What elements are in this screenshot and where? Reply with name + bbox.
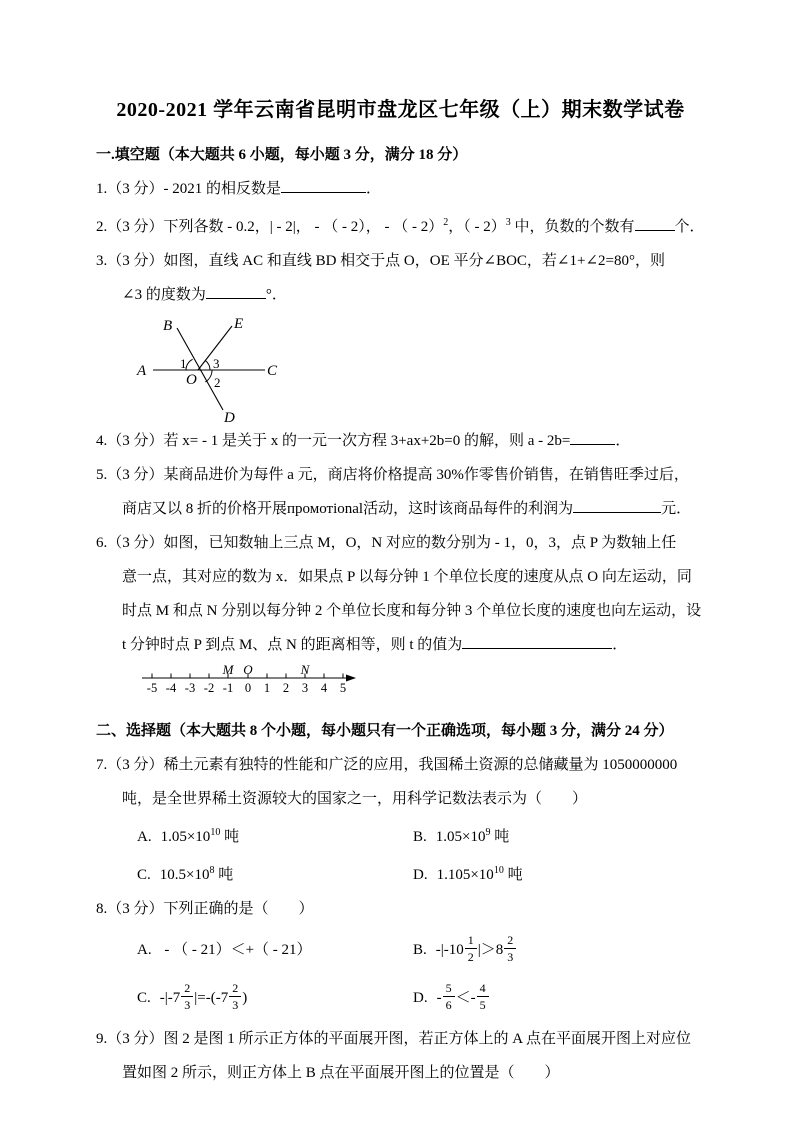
option-label: C.: [137, 990, 151, 1006]
point-label-E: E: [234, 316, 244, 332]
point-label-O2: O: [243, 664, 253, 677]
answer-blank-q6: [462, 633, 612, 649]
svg-text:3: 3: [301, 681, 309, 695]
option-7-D: [413, 854, 705, 892]
option-unit: 吨: [490, 829, 510, 845]
page-title: 2020-2021 学年云南省昆明市盘龙区七年级（上）期末数学试卷: [116, 99, 685, 121]
question-6-line-2: 意一点，其对应的数为 x．如果点 P 以每分钟 1 个单位长度的速度从点 O 向左运动，同: [122, 569, 692, 585]
question-3-line-2: [96, 278, 705, 312]
angle-label-2: 2: [214, 375, 221, 390]
option-label: C.: [137, 867, 151, 883]
svg-text:1: 1: [263, 681, 271, 695]
option-expression: -: [436, 990, 442, 1006]
question-8-stem: 8.（3 分）下列正确的是（ ）: [96, 901, 314, 917]
question-6-line-3: 时点 M 和点 N 分别以每分钟 2 个单位长度和每分钟 3 个单位长度的速度也向左运动，设: [122, 603, 702, 619]
option-7-B: [413, 816, 705, 854]
option-exponent: 10: [493, 865, 504, 876]
question-2: [96, 206, 705, 244]
option-label: B.: [413, 829, 427, 845]
point-label-M: M: [222, 664, 234, 677]
answer-blank-q3: [206, 283, 266, 299]
intersecting-lines-svg: [135, 312, 295, 424]
fraction: $\frac{2}{3}$: [181, 982, 193, 1011]
question-6-end: ．: [612, 637, 628, 653]
option-expression: -|-7: [159, 990, 181, 1006]
option-8-A: [96, 926, 413, 974]
question-2-text-2: ，（ - 2）: [448, 219, 506, 235]
figure-number-line: [140, 662, 705, 700]
question-7-line-2: 吨，是全世界稀土资源较大的国家之一，用科学记数法表示为（ ）: [122, 791, 588, 807]
answer-blank-q2: [635, 215, 675, 231]
fraction: $\frac{2}{3}$: [504, 934, 516, 963]
question-3-end: °．: [265, 287, 287, 303]
angle-label-3: 3: [213, 356, 220, 371]
svg-text:-5: -5: [146, 681, 158, 695]
svg-text:2: 2: [282, 681, 290, 695]
option-value: 10.5×10: [159, 867, 210, 883]
point-label-N: N: [300, 664, 310, 677]
point-label-A: A: [137, 363, 147, 379]
option-expression: -|-10: [435, 942, 464, 958]
question-4: [96, 424, 705, 458]
angle-label-1: 1: [180, 356, 187, 371]
exponent-2: 2: [443, 217, 449, 228]
svg-text:5: 5: [339, 681, 347, 695]
option-8-D: [413, 974, 705, 1022]
svg-text:-1: -1: [222, 681, 234, 695]
question-3-text-2: ∠3 的度数为: [122, 287, 206, 303]
question-5-line-2: [96, 492, 705, 526]
option-7-C: [96, 854, 413, 892]
question-1-period: ．: [366, 181, 382, 197]
option-label: B.: [413, 942, 427, 958]
svg-text:-3: -3: [184, 681, 196, 695]
question-2-end: 个．: [674, 219, 705, 235]
option-value: 1.05×10: [435, 829, 486, 845]
svg-text:-2: -2: [203, 681, 215, 695]
question-2-text-1: 2.（3 分）下列各数 - 0.2，| - 2|， - （ - 2）， - （ - 2）: [96, 219, 444, 235]
option-expression: - （ - 21）＜+（ - 21）: [160, 942, 312, 958]
option-unit: 吨: [220, 829, 240, 845]
question-5-text-2: 商店又以 8 折的价格开展промотional活动，这时该商品每件的利润为: [122, 501, 574, 517]
option-unit: 吨: [503, 867, 523, 883]
axis-tick-labels: [147, 681, 346, 695]
axis-arrowhead: [346, 675, 356, 682]
option-exponent: 9: [485, 827, 491, 838]
angle-arc-1: [186, 359, 193, 370]
option-label: A.: [137, 942, 152, 958]
section-1-heading: 一.填空题（本大题共 6 小题，每小题 3 分，满分 18 分）: [96, 147, 468, 163]
figure-intersecting-lines: [135, 312, 705, 424]
question-4-end: ．: [615, 433, 631, 449]
question-7-options-row-2: [96, 854, 705, 892]
option-value: 1.105×10: [436, 867, 494, 883]
fraction: $\frac{1}{2}$: [465, 934, 477, 963]
question-4-text: 4.（3 分）若 x= - 1 是关于 x 的一元一次方程 3+ax+2b=0 的解，则 a - 2b=: [96, 433, 571, 449]
answer-blank-q1: [281, 177, 366, 193]
svg-text:4: 4: [320, 681, 328, 695]
option-value: 1.05×10: [160, 829, 211, 845]
question-5-line-1: 5.（3 分）某商品进价为每件 a 元，商店将价格提高 30%作零售价销售，在销售旺季过后，: [96, 467, 689, 483]
question-1: [96, 172, 705, 206]
angle-arc-3: [205, 361, 210, 371]
fraction: $\frac{2}{3}$: [229, 982, 241, 1011]
question-7-line-1: 7.（3 分）稀土元素有独特的性能和广泛的应用，我国稀土资源的总储藏量为 1050000000: [96, 757, 678, 773]
point-label-B: B: [163, 318, 173, 334]
question-6-line-4: [96, 628, 705, 662]
fraction: $\frac{5}{6}$: [443, 982, 455, 1011]
option-expression: ＜-: [455, 990, 476, 1006]
question-6-text-4: t 分钟时点 P 到点 M、点 N 的距离相等，则 t 的值为: [122, 637, 463, 653]
question-1-text: 1.（3 分）- 2021 的相反数是: [96, 181, 281, 197]
option-exponent: 8: [209, 865, 215, 876]
answer-blank-q5: [573, 497, 661, 513]
answer-blank-q4: [570, 429, 615, 445]
option-8-B: [413, 926, 705, 974]
option-unit: 吨: [214, 867, 234, 883]
fraction: $\frac{4}{5}$: [477, 982, 489, 1011]
question-5-end: 元．: [661, 501, 692, 517]
option-expression: |=-(-7: [194, 990, 229, 1006]
section-2-heading: 二、选择题（本大题共 8 个小题，每小题只有一个正确选项，每小题 3 分，满分 24 分）: [96, 723, 674, 739]
option-exponent: 10: [210, 827, 221, 838]
question-3-line-1: 3.（3 分）如图，直线 AC 和直线 BD 相交于点 O，OE 平分∠BOC，若∠1+∠2=80°，则: [96, 253, 665, 269]
question-9-line-2: 置如图 2 所示，则正方体上 B 点在平面展开图上的位置是（ ）: [122, 1065, 560, 1081]
option-expression: |＞8: [477, 942, 504, 958]
number-line-svg: [140, 664, 370, 698]
question-2-text-3: 中，负数的个数有: [510, 219, 635, 235]
question-6-line-1: 6.（3 分）如图，已知数轴上三点 M，O，N 对应的数分别为 - 1，0，3，点 P 为数轴上任: [96, 535, 677, 551]
option-8-C: [96, 974, 413, 1022]
question-8-options-row-2: [96, 974, 705, 1022]
point-label-D: D: [224, 410, 235, 424]
option-label: D.: [413, 867, 428, 883]
point-label-C: C: [267, 363, 278, 379]
option-label: D.: [413, 990, 428, 1006]
question-9-line-1: 9.（3 分）图 2 是图 1 所示正方体的平面展开图，若正方体上的 A 点在平面展开图上对应位: [96, 1031, 692, 1047]
option-label: A.: [137, 829, 152, 845]
svg-text:-4: -4: [165, 681, 177, 695]
option-expression: ): [242, 990, 248, 1006]
svg-text:0: 0: [244, 681, 252, 695]
exponent-3: 3: [505, 217, 511, 228]
question-8-options-row-1: [96, 926, 705, 974]
option-7-A: [96, 816, 413, 854]
question-7-options-row-1: [96, 816, 705, 854]
point-label-O: O: [186, 372, 197, 388]
